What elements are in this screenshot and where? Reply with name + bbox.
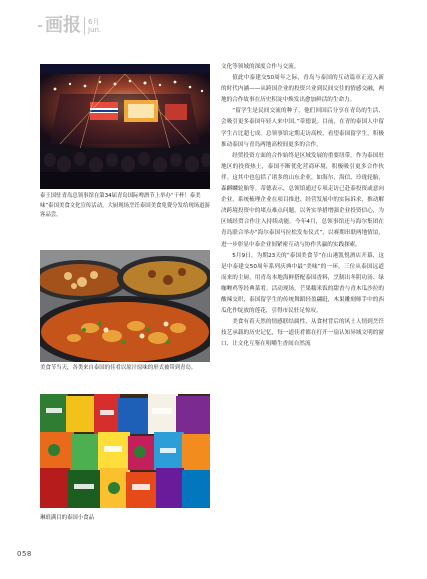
caption-thai-snacks: 琳琅满目的泰国小食品 [40,515,94,521]
photo-thai-snacks [40,394,210,508]
article-paragraph: 美食有着天然的情感联结属性，从食材背后的风土人情到烹饪技艺承载的历史记忆，每一道佳肴都在打开一扇认知异域文明的窗口，让文化互鉴在咀嚼生香间自然流 [221,319,384,348]
masthead-date [88,18,101,34]
article-paragraph: 文化等领域的深度合作与交流。 [221,64,300,70]
page-number: 058 [17,550,32,558]
article-paragraph: “留学生是民间交流的种子，他们回国后分享在青岛的生活，会吸引更多泰国年轻人来中国。”蒂德说。目前，在青的泰国人中留学生占比超七成。总领事馆定期走访高校，看望泰国留学生，积极推动泰国与青岛两地高校间更多的合作。 [221,108,384,148]
article-paragraph: 值此中泰建交50周年之际，青岛与泰国的互动篇章正迈入新的时代内涵——从跨国企业的投资兴业到民间交往的情感交融，两地的合作故事在历史积淀中焕发出愈加鲜活的生命力。 [221,75,384,104]
thai-dishes-image [40,250,210,362]
article-paragraph: 5月9日，为期23天的“泰国美食节”在山港凯悦酒店开幕，这是中泰建交50周年系列庆典中最“美味”的一环。三位从泰国远道而来的主厨，用青岛本地海鲜搭配泰国香料，烹制出冬阴功汤、绿咖喱鸡等经典菜肴。活动现场，芒果糯米饭的甜香与青木瓜沙拉的酸辣交织，泰国留学生的传统舞蹈轻盈翩跹，木果雕刻师手中的西瓜化作绽放的莲花，引得市民驻足惊叹。 [221,252,384,315]
masthead-logo-box [38,25,42,27]
photo-thai-dishes [40,250,210,362]
festival-stage-image [40,64,210,189]
photo-festival-stage [40,64,210,189]
article-paragraph: 经贸投资方面的合作始终是区域发展的重要纽带。作为泰国驻地区的投资热土，泰国不断优化营商环境，积极吸引更多合作伙伴。这其中也包括了诸多的山东企业，如海尔、海信、玲珑轮胎、森麒麟轮胎等。蒂德表示，总领馆通过专项走访已赴泰投资或意向企业，系统梳理企业在项目推进、经营发展中的实际诉求，推动解决跨境投资中的堵点难点问题，以务实举措增强企业投资信心，为区域经贸合作注入持续动能。今年4月，总领事馆还与海尔集团在青岛联合举办“海尔泰国马拉松发布仪式”，以赛期串联两地情谊，进一步彰显中泰企业间紧密互动与协作共赢的实践探索。 [221,152,384,248]
masthead-month-en: Jun. [88,26,102,34]
masthead-title: 画报 [45,15,81,36]
thai-snacks-image [40,394,210,508]
caption-festival-stage: 泰王国驻青岛总领事馆在第34届青岛国际啤酒节上举办“干杯！泰美味”泰国美食文化宣传活动，大厨现场烹饪泰国美食免费分发给现场道游客品尝。 [40,193,210,219]
masthead-month-cn: 6月 [88,18,100,26]
masthead-divider [84,17,85,35]
masthead [38,16,101,36]
article-body [221,62,384,350]
caption-thai-dishes: 美食节当天，各类来自泰国的佳肴以原汁原味的形式被带到青岛。 [40,365,197,371]
